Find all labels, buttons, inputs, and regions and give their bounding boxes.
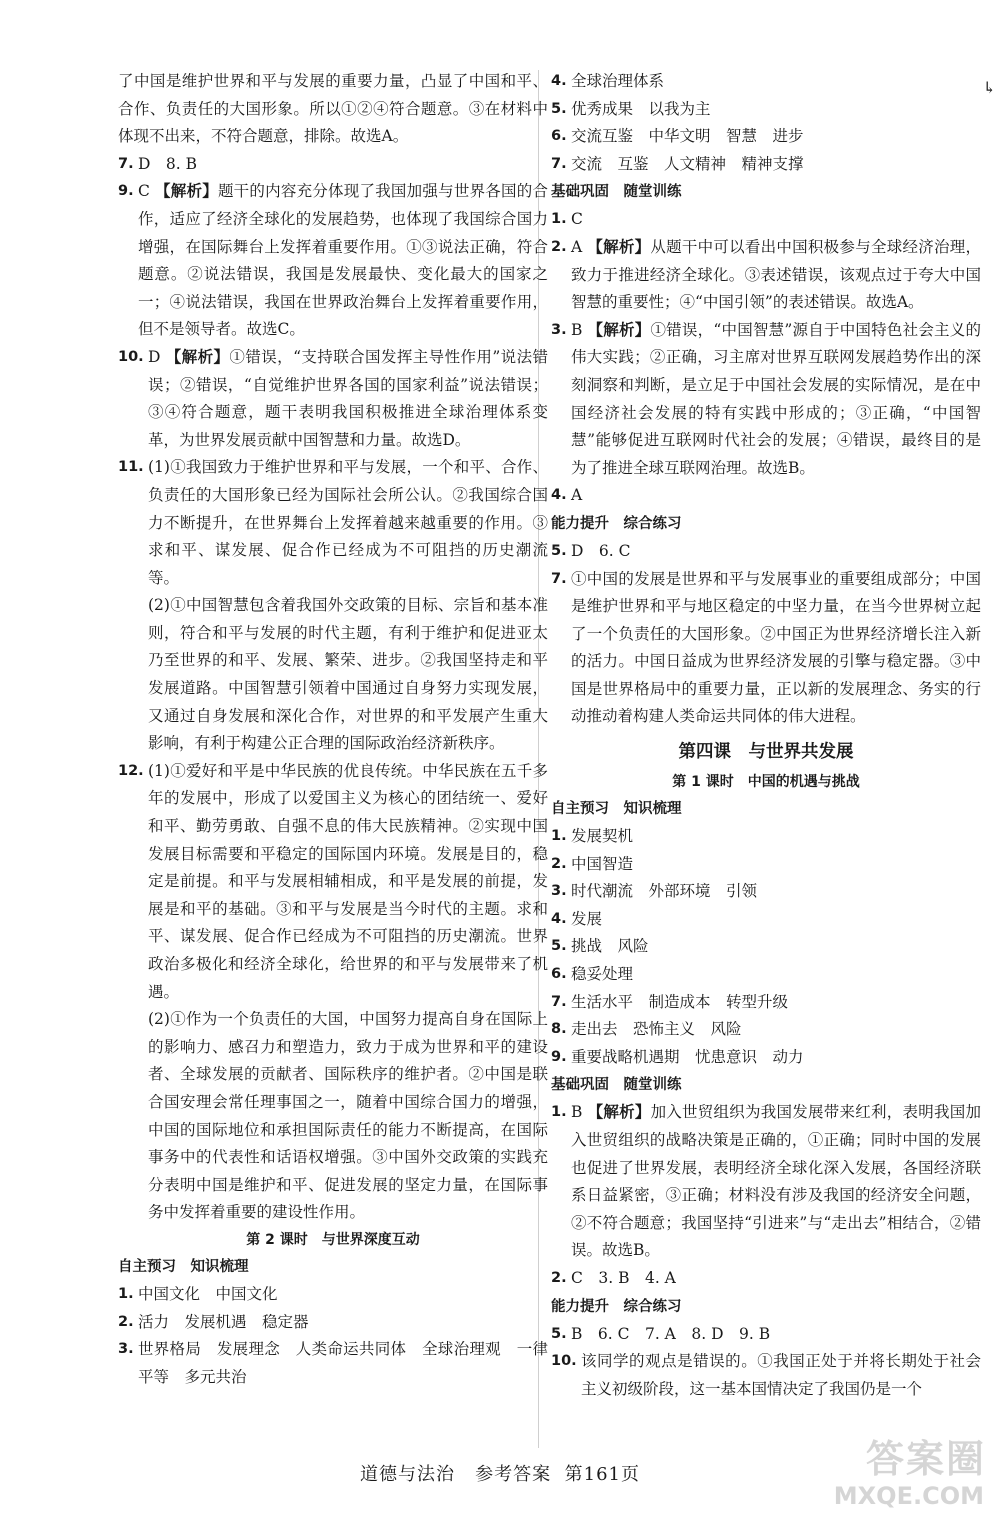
analysis-tag: 【解析】 [165,347,230,366]
knowledge-3: 3. 世界格局 发展理念 人类命运共同体 全球治理观 一律平等 多元共治 [118,1340,548,1386]
self-8: 8. 走出去 恐怖主义 风险 [551,1020,742,1039]
period-title: 第 2 课时 与世界深度互动 [246,1231,420,1248]
knowledge-4: 4. 全球治理体系 [551,72,665,90]
ability-7: 7. ①中国的发展是世界和平与发展事业的重要组成部分；中国是维护世界和平与地区稳定的中坚力量，在当今世界树立起了一个负责任的大国形象。②中国正为世界经济增长注入新的活力。中国日益成为世界经济发展的引擎与稳定器。③中国是世界格局中的重要力量，正以新的发展理念、务实的行动推动着构建人类命运共同体的伟大进程。 [551,569,981,726]
answer-7-8: 7. D 8. B [118,154,198,173]
answer-11-part-2: (2)①中国智慧包含着我国外交政策的目标、宗旨和基本准则，符合和平与发展的时代主题，有利于维护和促进亚太乃至世界的和平、发展、繁荣、进步。②我国坚持走和平发展道路。中国智慧引领着中国通过自身努力实现发展，又通过自身发展和深化合作，对世界的和平发展产生重大影响，有利于构建公正合理的国际政治经济新秩序。 [148,596,548,753]
answer-12: 12. (1)①爱好和平是中华民族的优良传统。中华民族在五千多年的发展中，形成了以爱国主义为核心的团结统一、爱好和平、勤劳勇敢、自强不息的伟大民族精神。②实现中国发展目标需要和平稳定的国际国内环境。发展是目的，稳定是前提。和平与发展相辅相成，和平是发展的前提，发展是和平的基础。③和平与发展是当今时代的主题。求和平、谋发展、促合作已经成为不可阻挡的历史潮流。世界政治多极化和经济全球化，给世界的和平与发展带来了机遇。 [118,761,548,1001]
knowledge-6: 6. 交流互鉴 中华文明 智慧 进步 [551,127,804,146]
section-heading: 基础巩固 随堂训练 [551,1077,682,1094]
basic-1: 1. C [551,210,583,229]
section-heading: 能力提升 综合练习 [551,515,682,532]
answer-continuation: 了中国是维护世界和平与发展的重要力量，凸显了中国和平、合作、负责任的大国形象。所以①②④符合题意。③在材料中体现不出来，不符合题意，排除。故选A。 [118,72,548,146]
watermark-url: MXQE.COM [833,1482,984,1510]
self-3: 3. 时代潮流 外部环境 引领 [551,882,758,901]
right-column [551,68,981,1403]
left-column [118,68,548,1391]
analysis-tag: 【解析】 [587,1103,651,1122]
analysis-tag: 【解析】 [587,237,651,256]
basic-3: 3. B 【解析】①错误，“中国智慧”源自于中国特色社会主义的伟大实践；②正确，习主席对世界互联网发展趋势作出的深刻洞察和判断，是立足于中国社会发展的实际情况，是在中国经济社会发展的特有实践中形成的；③正确，“中国智慧”能够促进互联网时代社会的发展；④错误，最终目的是为了推进全球互联网治理。故选B。 [551,320,981,477]
section-heading: 基础巩固 随堂训练 [551,184,682,201]
self-2: 2. 中国智造 [551,854,634,873]
self-5: 5. 挑战 风险 [551,937,649,956]
analysis-tag: 【解析】 [587,320,651,339]
self-4: 4. 发展 [551,909,603,928]
page-number: 第161页 [564,1464,640,1485]
self-7: 7. 生活水平 制造成本 转型升级 [551,992,789,1011]
knowledge-1: 1. 中国文化 中国文化 [118,1284,278,1303]
watermark-logo [833,1428,986,1510]
basic-1b: 1. B 【解析】加入世贸组织为我国发展带来红利，表明我国加入世贸组织的战略决策是正确的，①正确；同时中国的发展也促进了世界发展，表明经济全球化深入发展，各国经济联系日益紧密，③正确；材料没有涉及我国的经济安全问题，②不符合题意；我国坚持“引进来”与“走出去”相结合，②错误。故选B。 [551,1103,981,1260]
watermark-text: 答案圈 [865,1437,986,1481]
self-6: 6. 稳妥处理 [551,965,634,984]
self-9: 9. 重要战略机遇期 忧患意识 动力 [551,1047,804,1066]
answer-12-part-2: (2)①作为一个负责任的大国，中国努力提高自身在国际上的影响力、感召力和塑造力，致力于成为世界和平的建设者、全球发展的贡献者、国际秩序的维护者。②中国是联合国安理会常任理事国之一，随着中国综合国力的增强，中国的国际地位和承担国际责任的能力不断提高，在国际事务中的代表性和话语权增强。③中国外交政策的实践充分表明中国是维护和平、促进发展的坚定力量，在国际事务中发挥着重要的建设性作用。 [148,1010,548,1222]
answer-11: 11. (1)①我国致力于维护世界和平与发展，一个和平、合作、负责任的大国形象已经为国际社会所公认。②我国综合国力不断提升，在世界舞台上发挥着越来越重要的作用。③求和平、谋发展、促合作已经成为不可阻挡的历史潮流等。 [118,458,548,587]
period-title: 第 1 课时 中国的机遇与挑战 [672,774,860,791]
knowledge-7: 7. 交流 互鉴 人文精神 精神支撑 [551,154,804,173]
footer-subject: 道德与法治 [360,1464,455,1485]
basic-2: 2. A 【解析】从题干中可以看出中国积极参与全球经济治理，致力于推进经济全球化。③表述错误，该观点过于夸大中国智慧的重要性；④“中国引领”的表述错误。故选A。 [551,237,981,312]
knowledge-5: 5. 优秀成果 以我为主 [551,99,711,118]
answer-10: 10. D 【解析】①错误，“支持联合国发挥主导性作用”说法错误；②错误，“自觉维护世界各国的国家利益”说法错误；③④符合题意，题干表明我国积极推进全球治理体系变革，为世界发展贡献中国智慧和力量。故选D。 [118,347,548,449]
answer-9: 9. C 【解析】题干的内容充分体现了我国加强与世界各国的合作，适应了经济全球化的发展趋势，也体现了我国综合国力增强，在国际舞台上发挥着重要作用。①③说法正确，符合题意。②说法错误，我国是发展最快、变化最大的国家之一；④说法错误，我国在世界政治舞台上发挥着重要作用，但不是领导者。故选C。 [118,182,548,339]
corner-mark: ↳ [982,78,996,97]
section-heading: 能力提升 综合练习 [551,1298,682,1315]
ability-5-9: 5. B 6. C 7. A 8. D 9. B [551,1324,771,1343]
knowledge-2: 2. 活力 发展机遇 稳定器 [118,1312,309,1331]
basic-2-4: 2. C 3. B 4. A [551,1268,676,1287]
section-heading: 自主预习 知识梳理 [551,801,682,818]
lesson-title: 第四课 与世界共发展 [678,742,854,763]
analysis-tag: 【解析】 [155,182,218,201]
ability-10: 10. 该同学的观点是错误的。①我国正处于并将长期处于社会主义初级阶段，这一基本国情决定了我国仍是一个 [551,1352,981,1398]
basic-4: 4. A [551,486,583,505]
ability-5-6: 5. D 6. C [551,541,631,560]
self-1: 1. 发展契机 [551,827,634,846]
section-heading: 自主预习 知识梳理 [118,1258,249,1275]
footer-answers: 参考答案 [475,1464,552,1485]
